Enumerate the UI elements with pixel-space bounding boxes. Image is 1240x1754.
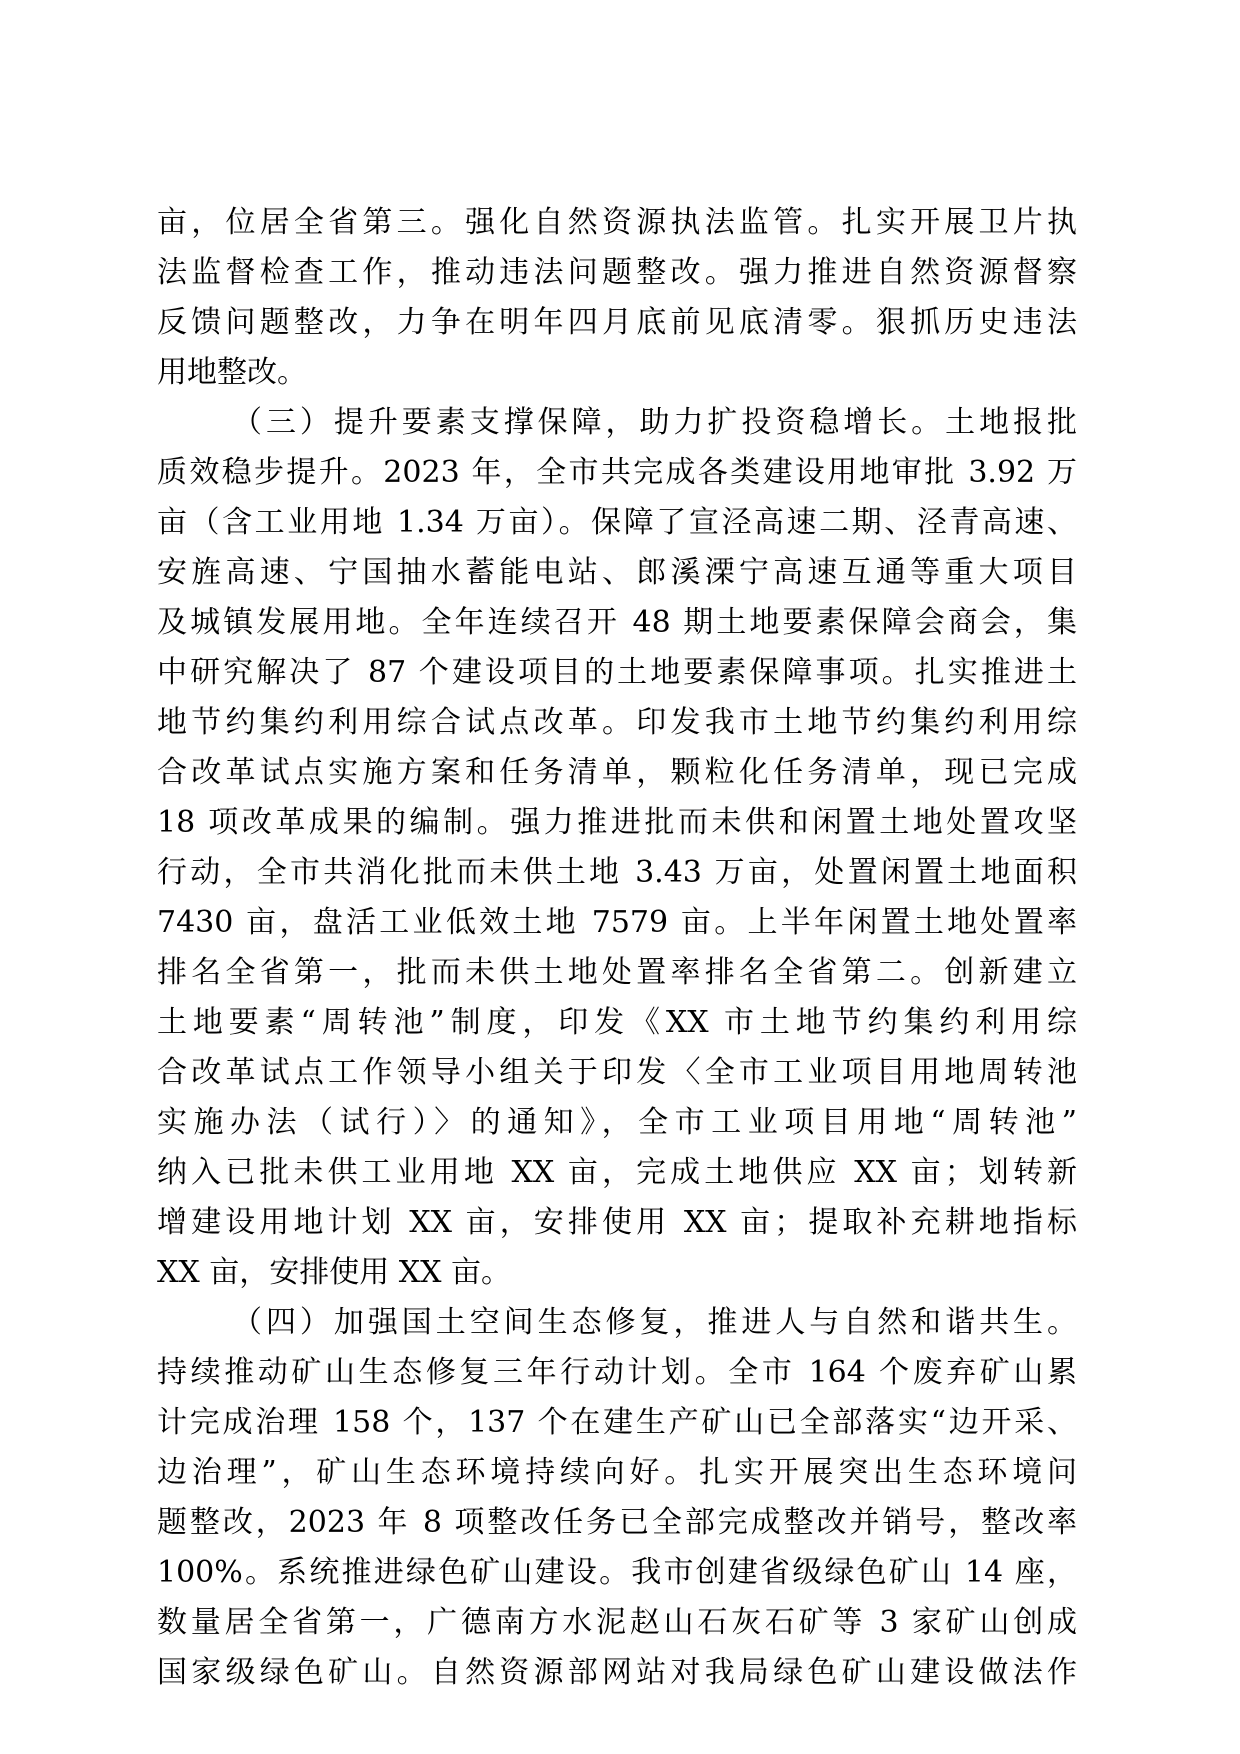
body-text-line: 数量居全省第一，广德南方水泥赵山石灰石矿等 3 家矿山创成 — [157, 1605, 1077, 1640]
document-body — [157, 198, 1077, 1698]
body-text-line: XX 亩，安排使用 XX 亩。 — [157, 1255, 512, 1290]
body-text-line: 实施办法（试行）〉的通知》，全市工业项目用地“周转池” — [157, 1105, 1077, 1140]
body-text-line: 持续推动矿山生态修复三年行动计划。全市 164 个废弃矿山累 — [157, 1355, 1077, 1390]
paragraph-heading-line: （三）提升要素支撑保障，助力扩投资稳增长。土地报批 — [232, 405, 1077, 440]
paragraph-heading-line: （四）加强国土空间生态修复，推进人与自然和谐共生。 — [232, 1305, 1077, 1340]
body-text-line: 100%。系统推进绿色矿山建设。我市创建省级绿色矿山 14 座， — [157, 1555, 1077, 1590]
body-text-line: 中研究解决了 87 个建设项目的土地要素保障事项。扎实推进土 — [157, 655, 1077, 690]
body-text-line: 国家级绿色矿山。自然资源部网站对我局绿色矿山建设做法作 — [157, 1655, 1077, 1690]
body-text-line: 排名全省第一，批而未供土地处置率排名全省第二。创新建立 — [157, 955, 1077, 990]
body-text-line: 7430 亩，盘活工业低效土地 7579 亩。上半年闲置土地处置率 — [157, 905, 1077, 940]
body-text-line: 18 项改革成果的编制。强力推进批而未供和闲置土地处置攻坚 — [157, 805, 1077, 840]
body-text-line: 亩，位居全省第三。强化自然资源执法监管。扎实开展卫片执 — [157, 205, 1077, 240]
body-text-line: 地节约集约利用综合试点改革。印发我市土地节约集约利用综 — [157, 705, 1077, 740]
body-text-line: 题整改，2023 年 8 项整改任务已全部完成整改并销号，整改率 — [157, 1505, 1077, 1540]
body-text-line: 纳入已批未供工业用地 XX 亩，完成土地供应 XX 亩；划转新 — [157, 1155, 1077, 1190]
body-text-line: 增建设用地计划 XX 亩，安排使用 XX 亩；提取补充耕地指标 — [157, 1205, 1077, 1240]
body-text-line: 法监督检查工作，推动违法问题整改。强力推进自然资源督察 — [157, 255, 1077, 290]
body-text-line: 用地整改。 — [157, 355, 307, 390]
body-text-line: 土地要素“周转池”制度，印发《XX 市土地节约集约利用综 — [157, 1005, 1077, 1040]
body-text-line: 合改革试点工作领导小组关于印发〈全市工业项目用地周转池 — [157, 1055, 1077, 1090]
body-text-line: 反馈问题整改，力争在明年四月底前见底清零。狠抓历史违法 — [157, 305, 1077, 340]
body-text-line: 计完成治理 158 个，137 个在建生产矿山已全部落实“边开采、 — [157, 1405, 1077, 1440]
body-text-line: 行动，全市共消化批而未供土地 3.43 万亩，处置闲置土地面积 — [157, 855, 1077, 890]
body-text-line: 合改革试点实施方案和任务清单，颗粒化任务清单，现已完成 — [157, 755, 1077, 790]
body-text-line: 及城镇发展用地。全年连续召开 48 期土地要素保障会商会，集 — [157, 605, 1077, 640]
body-text-line: 安旌高速、宁国抽水蓄能电站、郎溪溧宁高速互通等重大项目 — [157, 555, 1077, 590]
body-text-line: 亩（含工业用地 1.34 万亩）。保障了宣泾高速二期、泾青高速、 — [157, 505, 1077, 540]
body-text-line: 质效稳步提升。2023 年，全市共完成各类建设用地审批 3.92 万 — [157, 455, 1077, 490]
body-text-line: 边治理”，矿山生态环境持续向好。扎实开展突出生态环境问 — [157, 1455, 1077, 1490]
